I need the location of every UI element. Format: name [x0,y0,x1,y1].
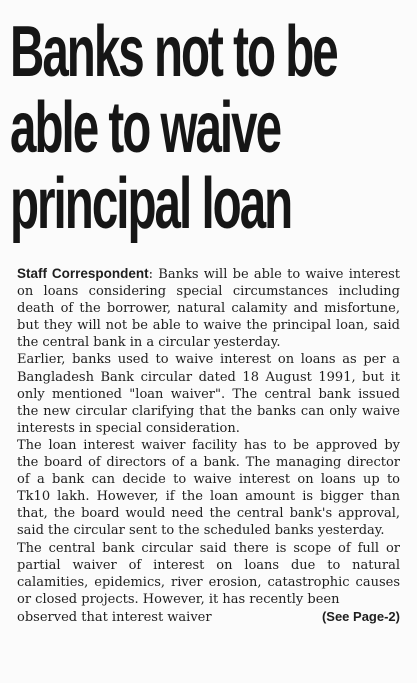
paragraph-1-text: : Banks will be able to waive interest on loans considering special circumstances including death of the borrower, natural calamity and misfortune, but they will not be able to waive the principal loan, said the central bank in a circular yesterday. [17,267,400,351]
headline-line-2: able to waive [10,88,281,168]
byline: Staff Correspondent [17,266,149,281]
headline-line-1: Banks not to be [10,12,337,92]
headline [10,12,337,244]
paragraph-1 [17,265,400,351]
continued-on-page-link[interactable]: (See Page-2) [321,608,400,624]
paragraph-4: The central bank circular said there is scope of full or partial waiver of interest on loans due to natural calamities, epidemics, river erosion, catastrophic causes or closed projects. However, it has recently been [17,540,400,607]
paragraph-2: Earlier, banks used to waive interest on loans as per a Bangladesh Bank circular dated 18 August 1991, but it only mentioned "loan waiver". The central bank issued the new circular clarifying that the banks can only waive interests in special consideration. [17,352,400,436]
paragraph-4-last-line [17,608,400,626]
paragraph-3: The loan interest waiver facility has to be approved by the board of directors of a bank. The managing director of a bank can decide to waive interest on loans up to Tk10 lakh. However, if the loan amount is bigger than that, the board would need the central bank's approval, said the circular sent to the scheduled banks yesterday. [17,437,400,539]
headline-line-3: principal loan [10,164,292,244]
paragraph-4-end: observed that interest waiver [17,609,212,625]
article-body [17,265,400,626]
